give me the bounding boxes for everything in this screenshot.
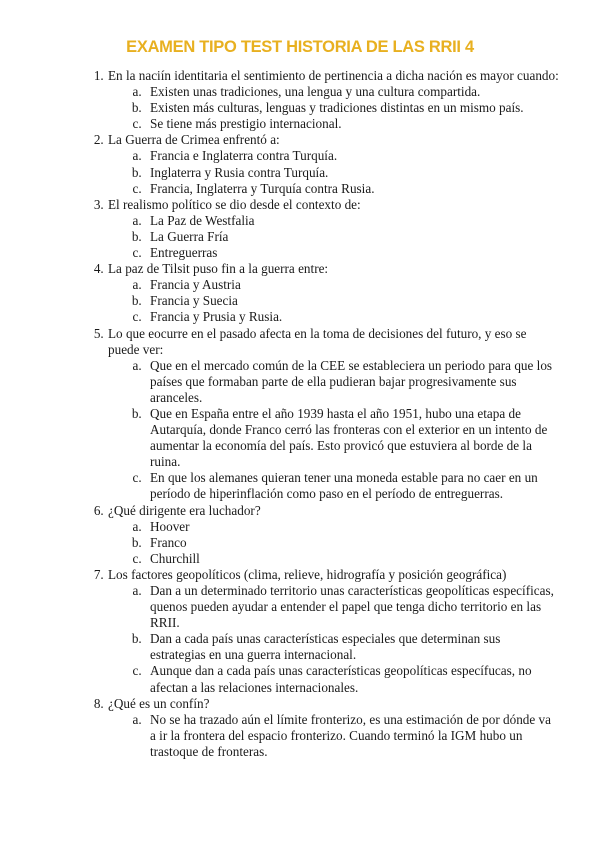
question-text: ¿Qué es un confín? bbox=[108, 695, 210, 711]
option-item: c. Francia, Inglaterra y Turquía contra Rusia. bbox=[145, 181, 559, 197]
option-item: c. En que los alemanes quieran tener una moneda estable para no caer en un período de hiperinflación como paso en el período de entreguerras. bbox=[145, 470, 559, 502]
question-text: El realismo político se dio desde el contexto de: bbox=[108, 196, 361, 212]
option-item: c. Francia y Prusia y Rusia. bbox=[145, 309, 559, 325]
question-item bbox=[107, 567, 559, 696]
option-item: a. Existen unas tradiciones, una lengua y una cultura compartida. bbox=[145, 84, 559, 100]
question-text: Lo que eocurre en el pasado afecta en la toma de decisiones del futuro, y eso se puede ver: bbox=[108, 325, 527, 357]
option-list bbox=[108, 519, 559, 567]
option-item: c. Entreguerras bbox=[145, 245, 559, 261]
option-item: b. Existen más culturas, lenguas y tradiciones distintas en un mismo país. bbox=[145, 100, 559, 116]
option-item: a. La Paz de Westfalia bbox=[145, 213, 559, 229]
option-item: c. Se tiene más prestigio internacional. bbox=[145, 116, 559, 132]
option-item: a. Que en el mercado común de la CEE se estableciera un periodo para que los países que formaban parte de ella pudieran bajar progresivamente sus aranceles. bbox=[145, 358, 559, 406]
question-item bbox=[107, 696, 559, 760]
option-list bbox=[108, 84, 559, 132]
question-item bbox=[107, 197, 559, 261]
option-item: c. Churchill bbox=[145, 551, 559, 567]
option-item: b. Inglaterra y Rusia contra Turquía. bbox=[145, 165, 559, 181]
question-text: En la naciín identitaria el sentimiento de pertinencia a dicha nación es mayor cuando: bbox=[108, 68, 559, 83]
option-item: a. Hoover bbox=[145, 519, 559, 535]
option-item: b. Que en España entre el año 1939 hasta el año 1951, hubo una etapa de Autarquía, donde Franco cerró las fronteras con el exterior en un intento de aumentar la economía del país. Esto provicó que estuviera al borde de la ruina. bbox=[145, 406, 559, 470]
question-item bbox=[107, 326, 559, 503]
question-item bbox=[107, 132, 559, 196]
option-item: a. Francia y Austria bbox=[145, 277, 559, 293]
option-list bbox=[108, 358, 559, 503]
option-list bbox=[108, 213, 559, 261]
option-item: a. Francia e Inglaterra contra Turquía. bbox=[145, 148, 559, 164]
option-list bbox=[108, 583, 559, 696]
option-list bbox=[108, 148, 559, 196]
option-item: b. Francia y Suecia bbox=[145, 293, 559, 309]
question-text: La paz de Tilsit puso fin a la guerra entre: bbox=[108, 261, 329, 277]
question-item bbox=[107, 68, 559, 132]
option-item: b. Franco bbox=[145, 535, 559, 551]
option-list bbox=[108, 712, 559, 760]
question-text: Los factores geopolíticos (clima, relieve, hidrografía y posición geográfica) bbox=[108, 566, 507, 582]
option-item: a. No se ha trazado aún el límite fronterizo, es una estimación de por dónde va a ir la frontera del espacio fronterizo. Cuando terminó la IGM hubo un trastoque de fronteras. bbox=[145, 712, 559, 760]
option-item: b. La Guerra Fría bbox=[145, 229, 559, 245]
question-item bbox=[107, 503, 559, 567]
question-text: La Guerra de Crimea enfrentó a: bbox=[108, 132, 280, 148]
option-item: a. Dan a un determinado territorio unas características geopolíticas específicas, quenos pueden ayudar a entender el papel que tenga dicho territorio en las RRII. bbox=[145, 583, 559, 631]
question-item bbox=[107, 261, 559, 325]
option-item: c. Aunque dan a cada país unas características geopolíticas específucas, no afectan a las relaciones internacionales. bbox=[145, 663, 559, 695]
page-title: EXAMEN TIPO TEST HISTORIA DE LAS RRII 4 bbox=[126, 38, 474, 56]
option-item: b. Dan a cada país unas características especiales que determinan sus estrategias en una guerra internacional. bbox=[145, 631, 559, 663]
option-list bbox=[108, 277, 559, 325]
question-text: ¿Qué dirigente era luchador? bbox=[108, 502, 261, 518]
question-list bbox=[84, 68, 559, 760]
